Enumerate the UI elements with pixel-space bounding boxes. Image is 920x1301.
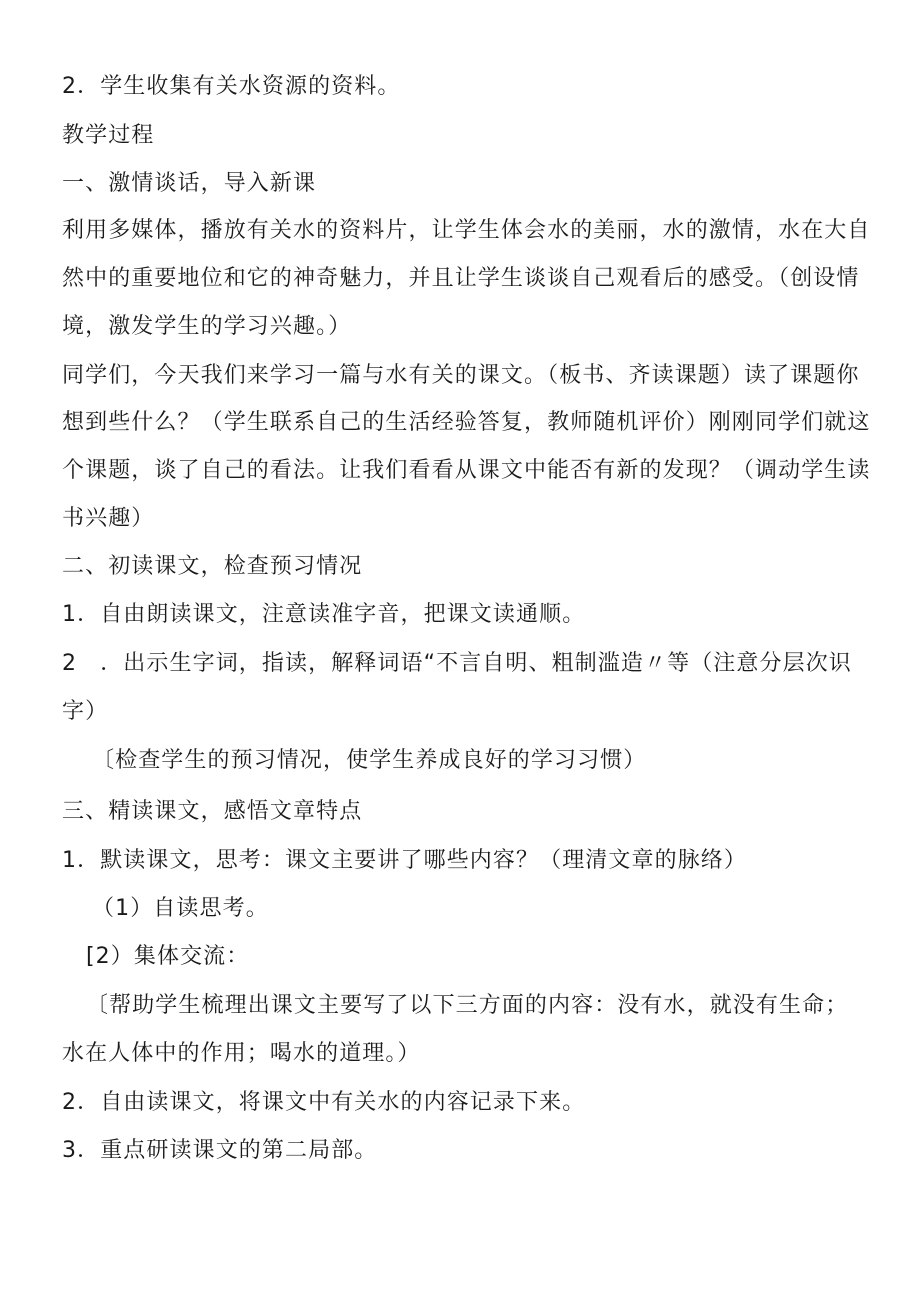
paragraph-line: 利用多媒体，播放有关水的资料片，让学生体会水的美丽，水的激情，水在大自 (62, 218, 871, 243)
sub-list-item: [2）集体交流： (86, 944, 250, 969)
note-line: 〔帮助学生梳理出课文主要写了以下三方面的内容：没有水，就没有生命； (86, 993, 849, 1018)
paragraph-line: 个课题，谈了自己的看法。让我们看看从课文中能否有新的发现？（调动学生读 (62, 458, 871, 483)
list-item: 2 ．出示生字词，指读，解释词语“不言自明、粗制滥造〃等（注意分层次识 (62, 651, 852, 676)
list-item: 1．自由朗读课文，注意读准字音，把课文读通顺。 (62, 602, 586, 627)
paragraph-line: 境，激发学生的学习兴趣。） (62, 314, 352, 339)
list-item-continuation: 字） (62, 699, 109, 724)
heading-teaching-process: 教学过程 (62, 123, 155, 148)
paragraph-line: 书兴趣） (62, 506, 155, 531)
list-item: 1．默读课文，思考：课文主要讲了哪些内容？（理清文章的脉络） (62, 848, 747, 873)
note-line-continuation: 水在人体中的作用；喝水的道理。） (62, 1041, 421, 1066)
paragraph-line: 然中的重要地位和它的神奇魅力，并且让学生谈谈自己观看后的感受。（创设情 (62, 266, 860, 291)
section-heading-2: 二、初读课文，检查预习情况 (62, 554, 363, 579)
paragraph-line: 想到些什么？（学生联系自己的生活经验答复，教师随机评价）刚刚同学们就这 (62, 410, 871, 435)
note-line: 〔检查学生的预习情况，使学生养成良好的学习习惯） (92, 748, 647, 773)
paragraph-line: 同学们，今天我们来学习一篇与水有关的课文。（板书、齐读课题）读了课题你 (62, 363, 860, 388)
sub-list-item: （1）自读思考。 (92, 896, 269, 921)
list-item: 3．重点研读课文的第二局部。 (62, 1138, 378, 1163)
section-heading-1: 一、激情谈话，导入新课 (62, 171, 317, 196)
line-item-2-prep: 2．学生收集有关水资源的资料。 (62, 74, 401, 99)
section-heading-3: 三、精读课文，感悟文章特点 (62, 799, 363, 824)
list-item: 2．自由读课文，将课文中有关水的内容记录下来。 (62, 1090, 586, 1115)
